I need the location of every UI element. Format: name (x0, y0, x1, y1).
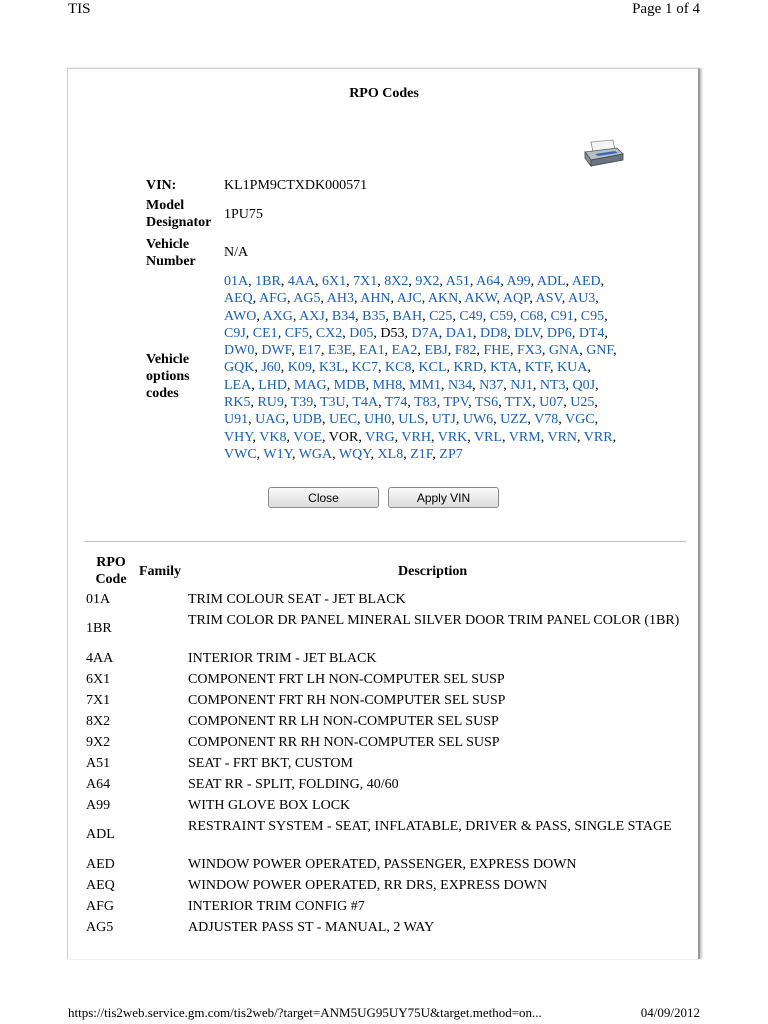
option-code-c9j[interactable]: C9J (224, 325, 246, 341)
vin-label: VIN: (146, 178, 177, 193)
rpo-code-cell: ADL (86, 827, 115, 842)
option-code-fhe[interactable]: FHE (483, 343, 510, 359)
header-app-name: TIS (68, 1, 91, 17)
option-code-vrr[interactable]: VRR (583, 429, 613, 445)
option-code-k09[interactable]: K09 (287, 360, 312, 376)
option-code-cf5[interactable]: CF5 (284, 325, 309, 341)
rpo-code-cell: A64 (86, 777, 111, 792)
rpo-code-cell: AG5 (86, 920, 114, 935)
description-cell: TRIM COLOUR SEAT - JET BLACK (188, 592, 406, 607)
vin-value: KL1PM9CTXDK000571 (224, 178, 368, 193)
option-code-uzz[interactable]: UZZ (500, 412, 528, 428)
option-code-c49[interactable]: C49 (459, 308, 483, 324)
option-code-dd8[interactable]: DD8 (479, 325, 508, 341)
option-code-bah[interactable]: BAH (392, 308, 423, 324)
option-code-ajc[interactable]: AJC (396, 291, 422, 307)
option-code-udb[interactable]: UDB (292, 412, 323, 428)
option-code-c91[interactable]: C91 (550, 308, 574, 324)
option-code-6x1[interactable]: 6X1 (322, 274, 347, 289)
option-code-tpv[interactable]: TPV (443, 395, 469, 411)
option-code-vrh[interactable]: VRH (401, 429, 431, 445)
option-code-01a[interactable]: 01A (224, 274, 249, 289)
options-label-line3: codes (146, 386, 179, 401)
description-cell: WINDOW POWER OPERATED, PASSENGER, EXPRESS DOWN (188, 857, 577, 872)
page-title: RPO Codes (349, 86, 419, 101)
option-code-uw6[interactable]: UW6 (462, 412, 494, 428)
option-code-nt3[interactable]: NT3 (539, 377, 566, 393)
model-value: 1PU75 (224, 207, 263, 222)
option-code-dwf[interactable]: DWF (261, 343, 292, 359)
option-code-axj[interactable]: AXJ (299, 308, 325, 324)
option-code-ttx[interactable]: TTX (504, 395, 533, 411)
option-code-9x2[interactable]: 9X2 (415, 274, 440, 289)
description-cell: COMPONENT RR RH NON-COMPUTER SEL SUSP (188, 735, 500, 750)
description-cell: INTERIOR TRIM CONFIG #7 (188, 899, 365, 914)
vehicle-number-label-line2: Number (146, 254, 196, 269)
option-code-k3l[interactable]: K3L (318, 360, 345, 376)
option-code-8x2[interactable]: 8X2 (384, 274, 409, 289)
option-code-akw[interactable]: AKW (464, 291, 497, 307)
option-code-wga[interactable]: WGA (298, 446, 333, 462)
rpo-code-cell: A99 (86, 798, 111, 813)
rpo-code-cell: AED (86, 857, 115, 872)
option-code-t4a[interactable]: T4A (352, 395, 379, 411)
option-code-gna[interactable]: GNA (548, 343, 580, 359)
option-code-c59[interactable]: C59 (489, 308, 514, 324)
option-code-da1[interactable]: DA1 (445, 325, 473, 341)
option-code-vrn[interactable]: VRN (547, 429, 578, 445)
option-code-1br[interactable]: 1BR (255, 274, 281, 289)
model-label-line2: Designator (146, 215, 212, 230)
option-code-gnf[interactable]: GNF (586, 343, 614, 359)
option-code-utj[interactable]: UTJ (431, 412, 456, 428)
option-code-e17[interactable]: E17 (298, 343, 321, 359)
column-header-rpo-line1: RPO (96, 555, 126, 570)
option-code-d53: D53 (380, 325, 405, 341)
option-code-xl8[interactable]: XL8 (377, 446, 404, 462)
option-code-vgc[interactable]: VGC (565, 412, 595, 428)
column-header-code-line2: Code (95, 572, 127, 587)
option-code-ea2[interactable]: EA2 (391, 343, 418, 359)
rpo-code-cell: 4AA (86, 651, 114, 666)
option-code-ea1[interactable]: EA1 (359, 343, 385, 359)
option-code-v78[interactable]: V78 (534, 412, 559, 428)
option-code-lhd[interactable]: LHD (258, 377, 287, 393)
option-code-ah3[interactable]: AH3 (326, 291, 354, 307)
description-cell: RESTRAINT SYSTEM - SEAT, INFLATABLE, DRIVER & PASS, SINGLE STAGE (188, 819, 672, 834)
section-divider (84, 541, 686, 542)
option-code-mm1[interactable]: MM1 (409, 377, 442, 393)
option-code-e3e[interactable]: E3E (327, 343, 352, 359)
option-code-c68[interactable]: C68 (520, 308, 544, 324)
rpo-code-cell: 7X1 (86, 693, 111, 708)
option-code-krd[interactable]: KRD (453, 360, 484, 376)
option-code-ktf[interactable]: KTF (524, 360, 551, 376)
option-code-wqy[interactable]: WQY (338, 446, 371, 462)
option-code-d7a[interactable]: D7A (411, 325, 439, 341)
option-code-uag[interactable]: UAG (255, 412, 286, 428)
option-code-akn[interactable]: AKN (427, 291, 459, 307)
option-code-rk5[interactable]: RK5 (224, 395, 251, 411)
column-header-family: Family (139, 564, 181, 579)
option-code-t74[interactable]: T74 (384, 395, 408, 411)
option-code-awo[interactable]: AWO (224, 308, 257, 324)
option-code-b34[interactable]: B34 (331, 308, 356, 324)
option-code-a64[interactable]: A64 (476, 274, 501, 289)
description-cell: SEAT RR - SPLIT, FOLDING, 40/60 (188, 777, 399, 792)
option-code-vhy[interactable]: VHY (224, 429, 253, 445)
option-code-ru9[interactable]: RU9 (257, 395, 284, 411)
option-code-uls[interactable]: ULS (398, 412, 425, 428)
options-label-line2: options (146, 369, 190, 384)
footer-url: https://tis2web.service.gm.com/tis2web/?target=ANM5UG95UY75U&target.method=on... (68, 1005, 542, 1020)
printer-icon[interactable] (583, 138, 625, 170)
apply-vin-button[interactable]: Apply VIN (388, 487, 499, 508)
option-code-nj1[interactable]: NJ1 (510, 377, 533, 393)
options-label-line1: Vehicle (146, 352, 190, 367)
description-cell: COMPONENT FRT RH NON-COMPUTER SEL SUSP (188, 693, 506, 708)
option-code-vrk[interactable]: VRK (437, 429, 468, 445)
option-code-aed[interactable]: AED (571, 274, 601, 289)
description-cell: COMPONENT RR LH NON-COMPUTER SEL SUSP (188, 714, 499, 729)
option-code-mag[interactable]: MAG (294, 377, 327, 393)
option-code-n37[interactable]: N37 (479, 377, 504, 393)
option-code-t39[interactable]: T39 (290, 395, 314, 411)
option-code-7x1[interactable]: 7X1 (353, 274, 378, 289)
option-code-afg[interactable]: AFG (259, 291, 288, 307)
rpo-code-cell: 6X1 (86, 672, 111, 687)
option-code-kua[interactable]: KUA (557, 360, 588, 376)
description-cell: WINDOW POWER OPERATED, RR DRS, EXPRESS DOWN (188, 878, 548, 893)
option-code-z1f[interactable]: Z1F (410, 446, 433, 462)
option-code-aeq[interactable]: AEQ (224, 291, 253, 307)
column-header-description: Description (398, 564, 468, 579)
column-header-rpo-code (94, 554, 128, 588)
option-code-uh0[interactable]: UH0 (364, 412, 392, 428)
rpo-code-cell: 9X2 (86, 735, 111, 750)
description-cell: TRIM COLOR DR PANEL MINERAL SILVER DOOR TRIM PANEL COLOR (1BR) (188, 613, 680, 628)
option-code-gqk[interactable]: GQK (224, 360, 255, 376)
option-code-4aa[interactable]: 4AA (287, 274, 316, 289)
rpo-code-cell: AEQ (86, 878, 115, 893)
option-code-dp6[interactable]: DP6 (546, 325, 572, 341)
description-cell: WITH GLOVE BOX LOCK (188, 798, 351, 813)
option-code-vrm[interactable]: VRM (508, 429, 541, 445)
option-code-f82[interactable]: F82 (454, 343, 477, 359)
header-page-number: Page 1 of 4 (632, 1, 700, 17)
model-label-line1: Model (146, 198, 185, 213)
option-code-au3[interactable]: AU3 (568, 291, 596, 307)
option-code-c95[interactable]: C95 (580, 308, 605, 324)
option-code-j60[interactable]: J60 (261, 360, 281, 376)
option-code-c25[interactable]: C25 (429, 308, 453, 324)
option-code-mh8[interactable]: MH8 (372, 377, 403, 393)
option-code-u91[interactable]: U91 (224, 412, 249, 428)
option-code-a99[interactable]: A99 (506, 274, 531, 289)
option-code-fx3[interactable]: FX3 (516, 343, 542, 359)
option-code-kcl[interactable]: KCL (418, 360, 447, 376)
option-code-voe[interactable]: VOE (293, 429, 323, 445)
option-code-ahn[interactable]: AHN (360, 291, 391, 307)
description-cell: COMPONENT FRT LH NON-COMPUTER SEL SUSP (188, 672, 505, 687)
option-code-asv[interactable]: ASV (535, 291, 562, 307)
option-code-adl[interactable]: ADL (536, 274, 566, 289)
option-code-b35[interactable]: B35 (362, 308, 386, 324)
option-code-q0j[interactable]: Q0J (572, 377, 596, 393)
option-code-uec[interactable]: UEC (329, 412, 358, 428)
rpo-code-cell: 8X2 (86, 714, 111, 729)
description-cell: ADJUSTER PASS ST - MANUAL, 2 WAY (188, 920, 435, 935)
option-code-kc7[interactable]: KC7 (351, 360, 379, 376)
description-cell: INTERIOR TRIM - JET BLACK (188, 651, 377, 666)
option-code-a51[interactable]: A51 (445, 274, 470, 289)
option-code-zp7[interactable]: ZP7 (439, 446, 463, 462)
rpo-code-cell: AFG (86, 899, 115, 914)
option-code-d05[interactable]: D05 (349, 325, 374, 341)
option-code-t3u[interactable]: T3U (319, 395, 346, 411)
close-button[interactable]: Close (268, 487, 379, 508)
option-code-dt4[interactable]: DT4 (578, 325, 605, 341)
option-code-cx2[interactable]: CX2 (315, 325, 343, 341)
option-code-u25[interactable]: U25 (570, 395, 595, 411)
footer-date: 04/09/2012 (640, 1005, 700, 1020)
option-codes-list: 01A, 1BR, 4AA, 6X1, 7X1, 8X2, 9X2, A51, A64, A99, ADL, AED, AEQ, AFG, AG5, AH3, AHN, AJC, AKN, AKW, AQP, ASV, AU3, AWO, AXG, AXJ, B34, B35, BAH, C25, C49, C59, C68, C91, C95, C9J, CE1, CF5, CX2, D05, D53, D7A, DA1, DD8, DLV, DP6, DT4, DW0, DWF, E17, E3E, EA1, EA2, EBJ, F82, FHE, FX3, GNA, GNF, GQK, J60, K09, K3L, KC7, KC8, KCL, KRD, KTA, KTF, KUA, LEA, LHD, MAG, MDB, MH8, MM1, N34, N37, NJ1, NT3, Q0J, RK5, RU9, T39, T3U, T4A, T74, T83, TPV, TS6, TTX, U07, U25, U91, UAG, UDB, UEC, UH0, ULS, UTJ, UW6, UZZ, V78, VGC, VHY, VK8, VOE, VOR, VRG, VRH, VRK, VRL, VRM, VRN, VRR, VWC, W1Y, WGA, WQY, XL8, Z1F, ZP7 (224, 274, 617, 462)
vehicle-number-label-line1: Vehicle (146, 237, 190, 252)
option-code-mdb[interactable]: MDB (333, 377, 366, 393)
option-code-vwc[interactable]: VWC (224, 446, 257, 462)
option-code-vrg[interactable]: VRG (365, 429, 395, 445)
option-code-dlv[interactable]: DLV (514, 325, 540, 341)
option-code-ag5[interactable]: AG5 (293, 291, 321, 307)
option-code-ts6[interactable]: TS6 (474, 395, 499, 411)
option-code-ebj[interactable]: EBJ (424, 343, 448, 359)
description-cell: SEAT - FRT BKT, CUSTOM (188, 756, 353, 771)
option-code-t83[interactable]: T83 (414, 395, 437, 411)
option-code-axg[interactable]: AXG (262, 308, 293, 324)
option-code-dw0[interactable]: DW0 (224, 343, 255, 359)
option-code-kc8[interactable]: KC8 (385, 360, 412, 376)
option-code-aqp[interactable]: AQP (502, 291, 530, 307)
option-code-w1y[interactable]: W1Y (263, 446, 292, 462)
option-code-u07[interactable]: U07 (539, 395, 564, 411)
option-code-vk8[interactable]: VK8 (259, 429, 287, 445)
option-code-n34[interactable]: N34 (448, 377, 473, 393)
rpo-code-cell: 01A (86, 592, 111, 607)
option-code-kta[interactable]: KTA (490, 360, 518, 376)
option-code-ce1[interactable]: CE1 (252, 325, 278, 341)
rpo-code-cell: A51 (86, 756, 111, 771)
option-code-vrl[interactable]: VRL (474, 429, 503, 445)
vehicle-number-value: N/A (224, 245, 249, 260)
option-code-vor: VOR (328, 429, 359, 445)
rpo-code-cell: 1BR (86, 621, 112, 636)
option-code-lea[interactable]: LEA (224, 377, 252, 393)
